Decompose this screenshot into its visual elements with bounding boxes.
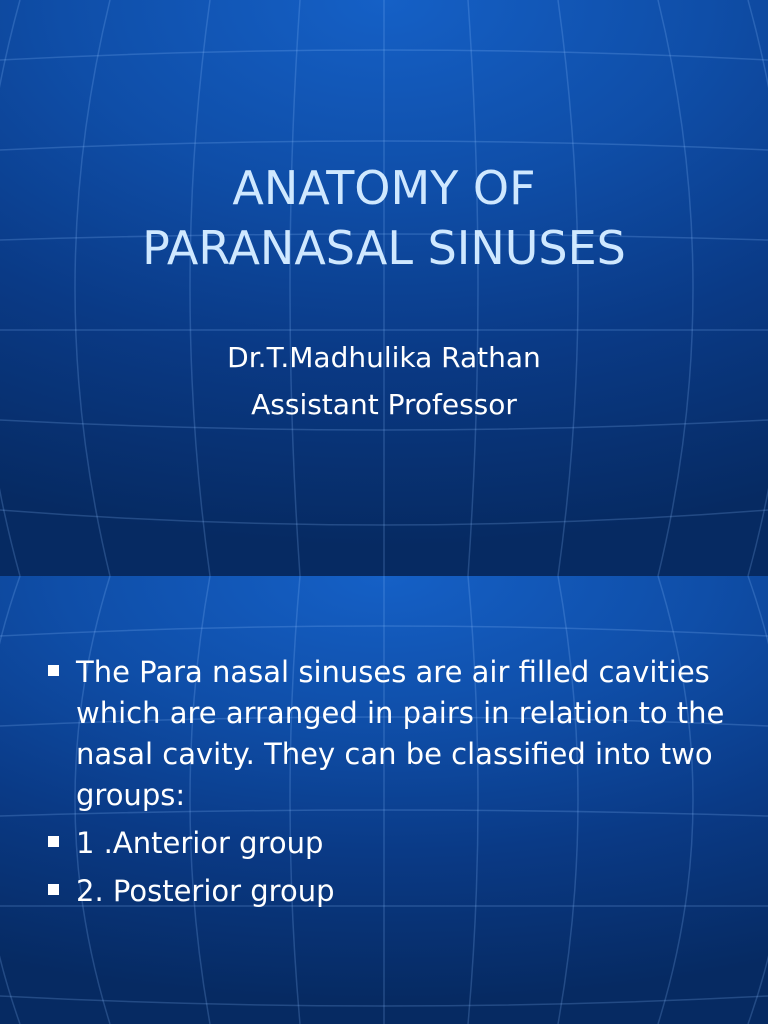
author-name: Dr.T.Madhulika Rathan [227,341,541,374]
bullet-item [44,871,734,912]
content-slide [0,576,768,1024]
bullet-text: The Para nasal sinuses are air filled cavities which are arranged in pairs in relation to the nasal cavity. They can be classified into two groups: [76,655,725,812]
bullet-text: 1 .Anterior group [76,826,324,860]
slide-title [40,158,728,278]
square-bullet-icon [48,665,59,676]
square-bullet-icon [48,836,59,847]
bullet-text: 2. Posterior group [76,874,335,908]
author-position: Assistant Professor [251,388,517,421]
square-bullet-icon [48,884,59,895]
title-line-1: ANATOMY OF [232,161,536,215]
slide-subtitle [40,334,728,428]
bullet-list [44,652,734,919]
title-line-2: PARANASAL SINUSES [142,221,626,275]
bullet-item [44,652,734,816]
bullet-item [44,823,734,864]
